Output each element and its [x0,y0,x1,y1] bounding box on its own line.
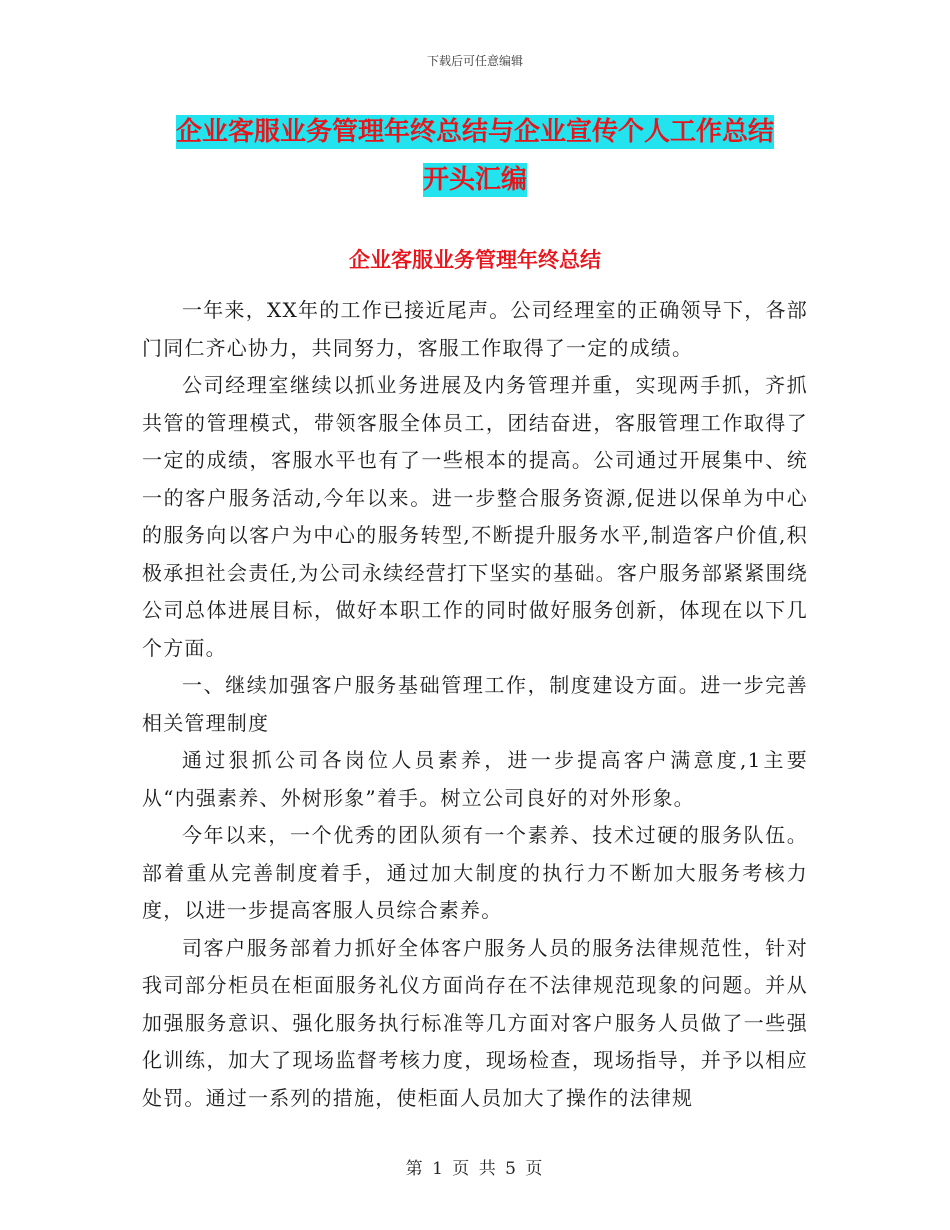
paragraph: 一年来，XX年的工作已接近尾声。公司经理室的正确领导下，各部门同仁齐心协力，共同努力，客服工作取得了一定的成绩。 [142,298,808,360]
header-note: 下载后可任意编辑 [426,54,523,68]
paragraph: 今年以来，一个优秀的团队须有一个素养、技术过硬的服务队伍。部着重从完善制度着手，通过加大制度的执行力不断加大服务考核力度，以进一步提高客服人员综合素养。 [142,823,808,922]
paragraph: 一、继续加强客户服务基础管理工作，制度建设方面。进一步完善相关管理制度 [142,673,808,735]
paragraph: 公司经理室继续以抓业务进展及内务管理并重，实现两手抓，齐抓共管的管理模式，带领客服全体员工，团结奋进，客服管理工作取得了一定的成绩，客服水平也有了一些根本的提高。公司通过开展集中、统一的客户服务活动,今年以来。进一步整合服务资源,促进以保单为中心的服务向以客户为中心的服务转型,不断提升服务水平,制造客户价值,积极承担社会责任,为公司永续经营打下坚实的基础。客户服务部紧紧围绕公司总体进展目标，做好本职工作的同时做好服务创新，体现在以下几个方面。 [142,373,808,660]
document-body [142,292,808,1117]
document-title [90,108,860,204]
paragraph: 司客户服务部着力抓好全体客户服务人员的服务法律规范性，针对我司部分柜员在柜面服务礼仪方面尚存在不法律规范现象的问题。并从加强服务意识、强化服务执行标准等几方面对客户服务人员做了一些强化训练，加大了现场监督考核力度，现场检查，现场指导，并予以相应处罚。通过一系列的措施，使柜面人员加大了操作的法律规 [142,935,808,1110]
document-title-line-1: 企业客服业务管理年终总结与企业宣传个人工作总结 [175,117,774,147]
section-title: 企业客服业务管理年终总结 [349,248,601,272]
page-number-footer: 第 1 页 共 5 页 [405,1159,545,1179]
document-title-line-2: 开头汇编 [422,165,527,195]
paragraph: 通过狠抓公司各岗位人员素养，进一步提高客户满意度,1主要从“内强素养、外树形象”着手。树立公司良好的对外形象。 [142,748,808,810]
